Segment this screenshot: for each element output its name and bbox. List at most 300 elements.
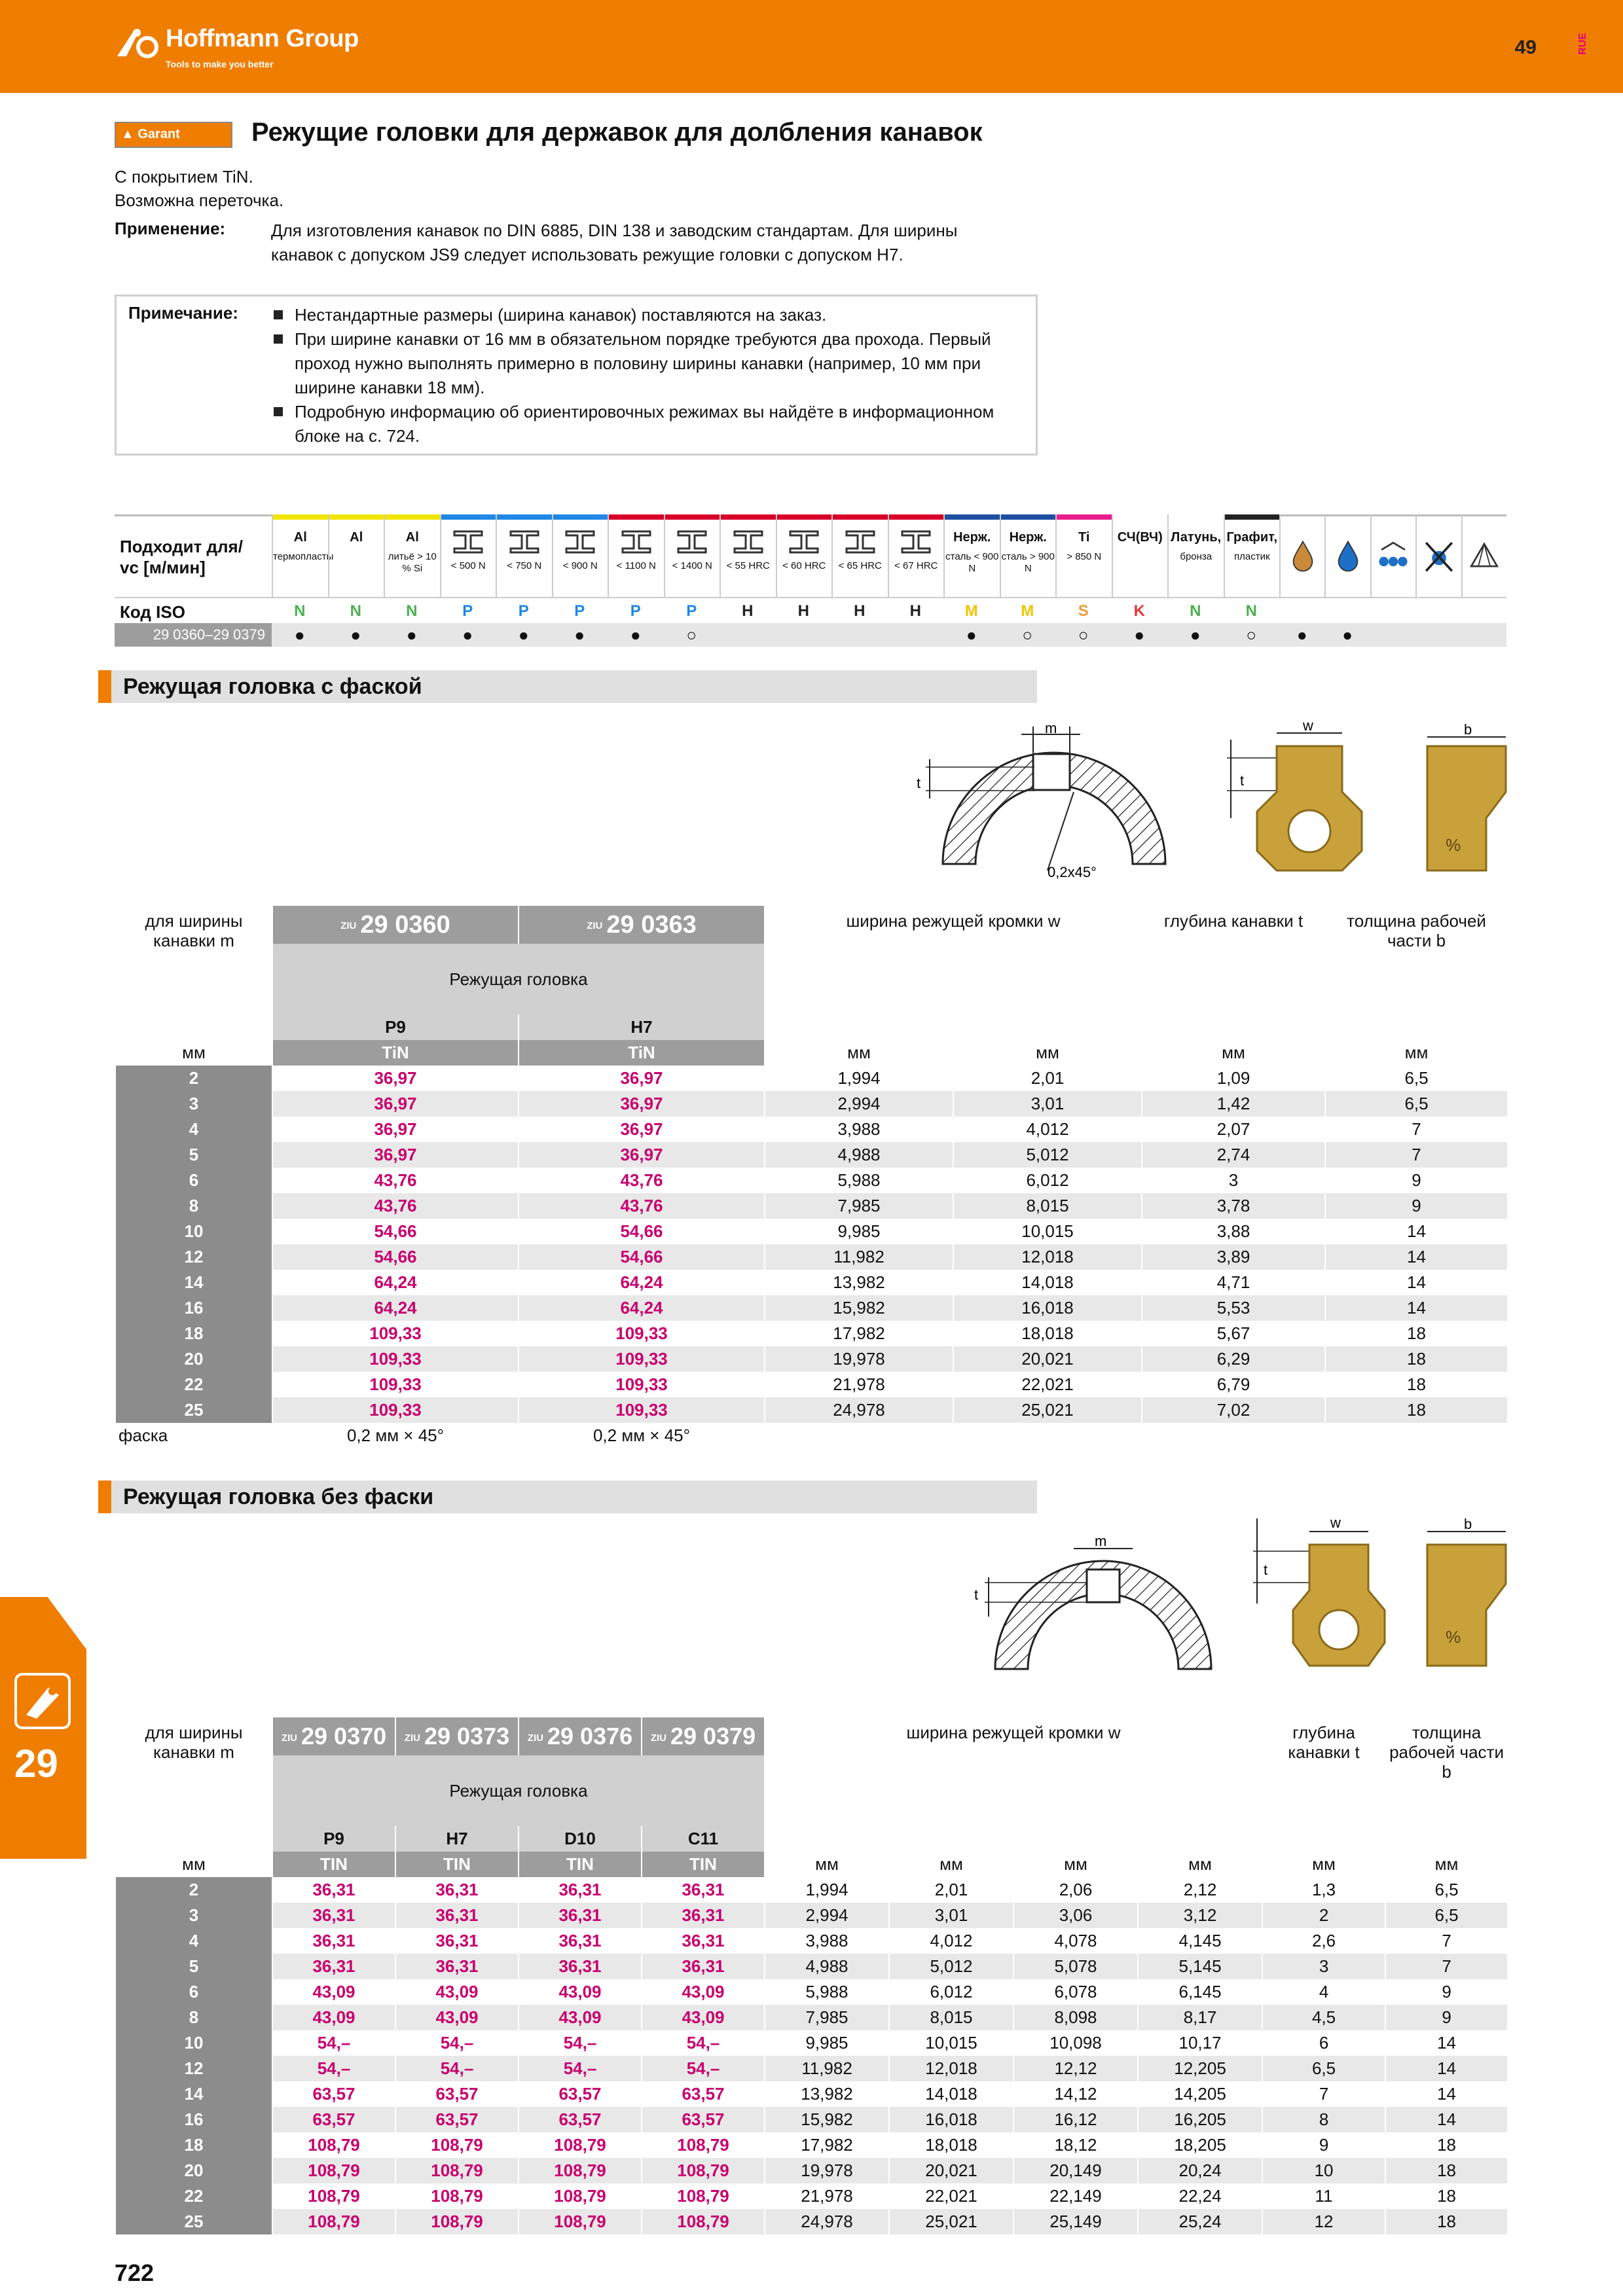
tolerance: C11 [642,1826,765,1852]
edge-width: 8,015 [889,2005,1013,2030]
edge-width: 2,01 [953,1066,1142,1091]
material-sublabel: литьё > 10 % Si [388,551,437,574]
edge-width: 5,988 [765,1168,953,1193]
b-label: толщина рабочей части b [1385,1717,1507,1852]
edge-width: 20,149 [1013,2158,1138,2183]
price-cell: 108,79 [272,2183,395,2209]
price-cell: 63,57 [272,2107,395,2132]
price-cell: 108,79 [395,2132,519,2158]
material-column [664,514,720,597]
groove-width: 3 [115,1903,272,1928]
price-cell: 36,97 [272,1066,519,1091]
material-color-bar [777,514,832,520]
price-cell: 108,79 [395,2209,519,2234]
coating: TIN [519,1852,642,1877]
price-cell: 109,33 [519,1321,765,1346]
groove-width: 14 [115,2081,272,2107]
price-cell: 63,57 [519,2107,642,2132]
material-color-bar [721,514,776,520]
groove-depth: 6,79 [1142,1372,1325,1397]
price-cell: 108,79 [519,2158,642,2183]
groove-depth: 6 [1262,2030,1385,2056]
order-number: ZIU 29 0373 [395,1717,519,1755]
price-cell: 36,31 [395,1877,519,1903]
material-color-bar [609,514,664,520]
edge-width: 20,24 [1138,2158,1262,2183]
page-number-bottom: 722 [115,2259,155,2286]
groove-depth: 3,78 [1142,1193,1325,1219]
table-row [115,1877,1507,1903]
material-column [888,514,944,597]
suitability-mark: ● [1190,625,1201,645]
edge-width: 12,12 [1013,2056,1138,2081]
head-thickness: 9 [1325,1168,1507,1193]
head-thickness: 18 [1325,1397,1507,1423]
unit: мм [765,1852,889,1877]
groove-depth: 4 [1262,1979,1385,2005]
steel-profile-icon [844,529,877,555]
head-thickness: 14 [1385,2030,1507,2056]
brand-name: Hoffmann Group [166,25,359,52]
unit: мм [1385,1852,1507,1877]
header-bar [0,0,1623,93]
table-row [115,1954,1507,1979]
no-chamfer-head-table [115,1717,1507,2234]
price-cell: 108,79 [395,2158,519,2183]
coolant-mark: ● [1342,625,1353,645]
edge-width: 9,985 [765,2030,889,2056]
edge-width: 11,982 [765,2056,889,2081]
svg-text:%: % [1446,1627,1461,1647]
price-cell: 63,57 [519,2081,642,2107]
material-column [831,514,888,597]
material-color-bar [441,514,496,520]
price-cell: 108,79 [395,2183,519,2209]
material-sublabel: термопласты [273,551,334,562]
edge-width: 25,24 [1138,2209,1262,2234]
edge-width: 3,988 [765,1117,953,1142]
suitability-mark: ● [1134,625,1145,645]
head-thickness: 6,5 [1325,1066,1507,1091]
groove-depth: 10 [1262,2158,1385,2183]
edge-width: 3,988 [765,1928,889,1954]
groove-depth: 3 [1262,1954,1385,1979]
edge-width: 21,978 [765,2183,889,2209]
b-label: толщина рабочей части b [1325,906,1507,1040]
garant-logo-icon: ▲ [121,127,134,141]
grooving-tool-icon [13,1672,72,1731]
edge-width: 19,978 [765,2158,889,2183]
price-cell: 64,24 [272,1295,519,1321]
material-label: Нерж. [1009,530,1047,545]
steel-profile-icon [676,529,708,555]
price-cell: 36,97 [519,1117,765,1142]
price-cell: 36,31 [272,1903,395,1928]
iso-code: P [574,602,585,620]
material-header-label [120,536,243,578]
edge-width: 7,985 [765,1193,953,1219]
price-cell: 36,31 [642,1903,765,1928]
material-column [720,514,776,597]
price-cell: 54,– [272,2030,395,2056]
price-cell: 36,31 [395,1954,519,1979]
suitability-mark: ● [462,625,473,645]
edge-width: 12,018 [889,2056,1013,2081]
unit: мм [765,1040,953,1066]
edge-width: 18,018 [953,1321,1142,1346]
groove-width: 5 [115,1954,272,1979]
edge-width: 16,12 [1013,2107,1138,2132]
suitability-mark: ○ [1022,625,1033,645]
svg-text:w: w [1330,1515,1341,1531]
groove-depth: 1,09 [1142,1066,1325,1091]
edge-width: 22,021 [889,2183,1013,2209]
suitability-mark: ● [630,625,641,645]
price-cell: 109,33 [272,1397,519,1423]
material-color-bar [1057,514,1112,520]
edge-width: 4,988 [765,1142,953,1168]
edge-width: 2,994 [765,1091,953,1117]
chamfer-value: 0,2 мм × 45° [519,1423,765,1448]
edge-width: 17,982 [765,1321,953,1346]
edge-width: 12,205 [1138,2056,1262,2081]
unit: мм [1138,1852,1262,1877]
iso-code-label: Код ISO [120,602,185,622]
groove-depth: 8 [1262,2107,1385,2132]
edge-width: 2,01 [889,1877,1013,1903]
price-cell: 108,79 [519,2132,642,2158]
price-cell: 108,79 [272,2132,395,2158]
width-label: для ширины канавки m [115,906,272,1014]
price-cell: 108,79 [642,2158,765,2183]
edge-width: 8,17 [1138,2005,1262,2030]
steel-profile-icon [788,529,820,555]
svg-text:w: w [1303,720,1313,734]
group-label: Режущая головка [272,1755,765,1826]
material-sublabel: < 65 HRC [838,560,882,571]
svg-text:b: b [1464,721,1472,738]
garant-badge [115,122,232,148]
price-cell: 64,24 [519,1270,765,1295]
edge-width: 14,018 [889,2081,1013,2107]
groove-width: 2 [115,1877,272,1903]
material-column [496,514,552,597]
head-thickness: 6,5 [1385,1903,1507,1928]
price-cell: 43,76 [519,1193,765,1219]
head-thickness: 7 [1385,1928,1507,1954]
table-row [115,1928,1507,1954]
unit: мм [115,1040,272,1066]
price-cell: 54,– [519,2030,642,2056]
edge-width: 5,145 [1138,1954,1262,1979]
chamfer-value: 0,2 мм × 45° [272,1423,519,1448]
head-thickness: 18 [1325,1372,1507,1397]
suitability-mark: ○ [1246,625,1257,645]
order-number: ZIU 29 0360 [272,906,519,944]
head-thickness: 9 [1325,1193,1507,1219]
table-row [115,2030,1507,2056]
suitability-mark: ● [406,625,417,645]
iso-code: N [294,602,306,620]
groove-depth: 11 [1262,2183,1385,2209]
cutting-head-side-view [1414,720,1519,884]
iso-code: N [350,602,361,620]
steel-profile-icon [508,529,541,555]
price-cell: 108,79 [519,2209,642,2234]
head-thickness: 14 [1385,2107,1507,2132]
material-column [552,514,608,597]
price-cell: 36,97 [272,1142,519,1168]
price-cell: 54,66 [519,1244,765,1270]
groove-width: 22 [115,2183,272,2209]
material-label: Нерж. [953,530,991,545]
empty-cell [765,1423,953,1448]
cutting-head-side-view-2 [1414,1518,1519,1676]
price-cell: 109,33 [519,1397,765,1423]
application-label: Применение: [115,219,226,238]
material-sublabel: < 750 N [507,560,542,571]
price-cell: 54,– [395,2056,519,2081]
material-sublabel: < 55 HRC [726,560,770,571]
price-cell: 108,79 [272,2158,395,2183]
group-label: Режущая головка [272,944,765,1014]
suitability-mark: ● [294,625,305,645]
chamfer-row [115,1423,1507,1448]
head-thickness: 14 [1325,1270,1507,1295]
edge-width: 13,982 [765,2081,889,2107]
material-color-bar [497,514,552,520]
groove-width: 10 [115,1219,272,1244]
section-no-chamfer-header [98,1480,1037,1513]
edge-width: 20,021 [953,1346,1142,1372]
coating: TiN [519,1040,765,1066]
price-cell: 43,09 [642,2005,765,2030]
head-thickness: 18 [1385,2132,1507,2158]
edge-width: 21,978 [765,1372,953,1397]
edge-width: 2,06 [1013,1877,1138,1903]
tolerance: H7 [395,1826,519,1852]
groove-depth: 5,67 [1142,1321,1325,1346]
note-item: Нестандартные размеры (ширина канавок) поставляются на заказ. [274,303,1027,327]
coolant-mark: ● [1296,625,1307,645]
price-cell: 43,76 [272,1193,519,1219]
edge-width: 6,078 [1013,1979,1138,2005]
iso-code: N [406,602,418,620]
head-thickness: 14 [1325,1295,1507,1321]
groove-depth: 12 [1262,2209,1385,2234]
note-item: Подробную информацию об ориентировочных режимах вы найдёте в информационном блоке на с. 724. [274,400,1027,448]
edge-width: 10,015 [953,1219,1142,1244]
price-cell: 108,79 [519,2183,642,2209]
groove-depth: 3,89 [1142,1244,1325,1270]
unit: мм [115,1852,272,1877]
iso-code: S [1078,602,1089,620]
head-thickness: 7 [1385,1954,1507,1979]
edge-width: 19,978 [765,1346,953,1372]
tolerance: P9 [272,1826,395,1852]
material-sublabel: < 67 HRC [894,560,938,571]
iso-code: H [909,602,921,620]
groove-width: 10 [115,2030,272,2056]
t-label: глубина канавки t [1142,906,1325,1040]
groove-depth: 9 [1262,2132,1385,2158]
price-cell: 36,31 [519,1954,642,1979]
price-cell: 109,33 [519,1346,765,1372]
head-thickness: 18 [1325,1346,1507,1372]
head-thickness: 18 [1385,2158,1507,2183]
section-no-chamfer-title: Режущая головка без фаски [123,1484,434,1509]
groove-width: 16 [115,2107,272,2132]
edge-width: 9,985 [765,1219,953,1244]
groove-depth: 3,88 [1142,1219,1325,1244]
price-cell: 43,76 [519,1168,765,1193]
groove-width: 3 [115,1091,272,1117]
groove-depth: 7,02 [1142,1397,1325,1423]
edge-width: 6,012 [953,1168,1142,1193]
edge-width: 18,12 [1013,2132,1138,2158]
price-cell: 109,33 [272,1346,519,1372]
edge-width: 10,098 [1013,2030,1138,2056]
edge-width: 4,988 [765,1954,889,1979]
price-cell: 63,57 [272,2081,395,2107]
head-thickness: 18 [1385,2209,1507,2234]
edge-width: 7,985 [765,2005,889,2030]
groove-depth: 2,6 [1262,1928,1385,1954]
steel-profile-icon [732,529,765,555]
head-thickness: 14 [1325,1219,1507,1244]
empty-cell [1142,1423,1325,1448]
price-cell: 43,09 [272,2005,395,2030]
edge-width: 3,12 [1138,1903,1262,1928]
edge-width: 16,018 [953,1295,1142,1321]
price-cell: 36,31 [642,1954,765,1979]
note-box [115,295,1038,456]
groove-width: 8 [115,2005,272,2030]
table-row [115,1091,1507,1117]
material-column [272,514,334,597]
w-label: ширина режущей кромки w [765,906,1142,1040]
cutting-head-front-view [1224,720,1375,884]
groove-depth: 6,29 [1142,1346,1325,1372]
groove-width: 14 [115,1270,272,1295]
edge-width: 3,01 [889,1903,1013,1928]
svg-text:t: t [1240,772,1245,789]
suitability-mark: ● [350,625,361,645]
edge-width: 17,982 [765,2132,889,2158]
edge-width: 24,978 [765,1397,953,1423]
iso-code: M [1021,602,1034,620]
price-cell: 54,– [272,2056,395,2081]
coating: TIN [272,1852,395,1877]
table-row [115,2209,1507,2234]
table-row [115,1295,1507,1321]
svg-text:t: t [974,1587,979,1603]
hoffmann-logo-icon [115,26,160,59]
iso-code: P [462,602,473,620]
material-color-bar [1001,514,1056,520]
spray-icon [1376,538,1411,573]
chamfer-label: фаска [115,1423,272,1448]
coolant-column [1415,514,1461,597]
note-label: Примечание: [128,303,238,323]
edge-width: 20,021 [889,2158,1013,2183]
edge-width: 14,205 [1138,2081,1262,2107]
price-cell: 36,31 [395,1928,519,1954]
material-header-line1: Подходит для/ [120,537,243,556]
head-thickness: 14 [1325,1244,1507,1270]
edge-width: 5,078 [1013,1954,1138,1979]
edge-width: 14,12 [1013,2081,1138,2107]
edge-width: 6,012 [889,1979,1013,2005]
suitability-mark: ○ [686,625,697,645]
price-cell: 43,09 [395,2005,519,2030]
suitability-mark: ● [966,625,977,645]
iso-code-row [115,597,1506,623]
groove-width: 6 [115,1979,272,2005]
groove-width: 6 [115,1168,272,1193]
price-cell: 36,97 [519,1066,765,1091]
note-list [274,303,1027,448]
groove-depth: 5,53 [1142,1295,1325,1321]
material-column [776,514,832,597]
price-cell: 36,97 [272,1117,519,1142]
edge-width: 18,018 [889,2132,1013,2158]
groove-width: 2 [115,1066,272,1091]
groove-width: 25 [115,2209,272,2234]
iso-code: H [854,602,866,620]
material-column [608,514,664,597]
price-cell: 63,57 [642,2107,765,2132]
note-item: При ширине канавки от 16 мм в обязательном порядке требуются два прохода. Первый проход нужно выполнять примерно в половину ширины канавки (например, 10 мм при ширине канавки 18 мм). [274,327,1027,400]
material-color-bar [889,514,944,520]
oil-drop-icon [1285,538,1321,573]
material-column [1000,514,1056,597]
iso-code: P [630,602,641,620]
price-cell: 36,31 [272,1877,395,1903]
groove-width: 4 [115,1117,272,1142]
price-cell: 36,97 [519,1142,765,1168]
price-cell: 36,31 [519,1877,642,1903]
price-cell: 36,31 [519,1928,642,1954]
suitability-mark: ○ [1078,625,1089,645]
price-cell: 109,33 [272,1372,519,1397]
edge-width: 3,01 [953,1091,1142,1117]
material-sublabel: пластик [1233,551,1270,562]
material-column [1055,514,1112,597]
coolant-column [1324,514,1370,597]
unit: мм [953,1040,1142,1066]
material-color-bar [665,514,720,520]
price-cell: 43,09 [272,1979,395,2005]
table-row [115,1270,1507,1295]
edge-width: 15,982 [765,2107,889,2132]
unit: мм [889,1852,1013,1877]
material-color-bar [945,514,1000,520]
groove-width: 12 [115,1244,272,1270]
edge-width: 14,018 [953,1270,1142,1295]
table-row [115,2183,1507,2209]
keyway-diagram [969,1532,1218,1682]
edge-width: 5,012 [953,1142,1142,1168]
price-cell: 64,24 [272,1270,519,1295]
svg-text:%: % [1446,835,1461,855]
edge-width: 24,978 [765,2209,889,2234]
steel-profile-icon [620,529,653,555]
price-cell: 43,09 [395,1979,519,2005]
edge-width: 18,205 [1138,2132,1262,2158]
material-label: Al [350,530,363,545]
table-row [115,1066,1507,1091]
